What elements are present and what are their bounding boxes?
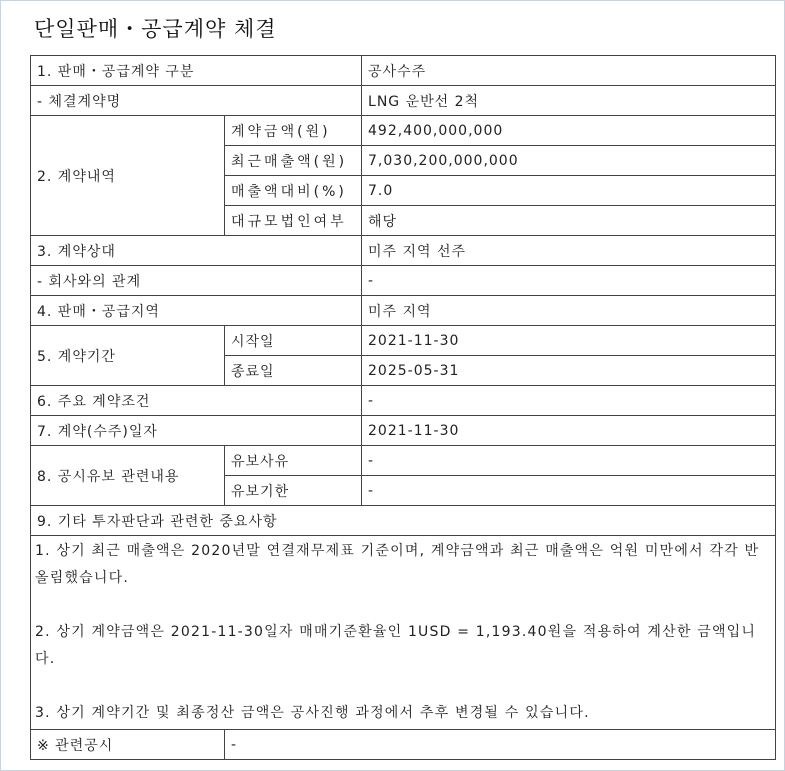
row-label: 3. 계약상대: [31, 236, 362, 266]
row-label: 8. 공시유보 관련내용: [31, 446, 225, 506]
row-label: 7. 계약(수주)일자: [31, 416, 362, 446]
row-label: 1. 판매・공급계약 구분: [31, 56, 362, 86]
sub-label: 계약금액(원): [225, 116, 362, 146]
row-value: 해당: [362, 206, 776, 236]
row-value: 공사수주: [362, 56, 776, 86]
sub-label: 유보사유: [225, 446, 362, 476]
table-row: [31, 116, 776, 146]
row-value: -: [362, 476, 776, 506]
table-row: [31, 266, 776, 296]
row-value: 2021-11-30: [362, 326, 776, 356]
row-value: -: [362, 266, 776, 296]
row-value: 미주 지역: [362, 296, 776, 326]
sub-label: 시작일: [225, 326, 362, 356]
table-row: [31, 86, 776, 116]
row-label: 6. 주요 계약조건: [31, 386, 362, 416]
table-row: [31, 416, 776, 446]
row-label: 9. 기타 투자판단과 관련한 중요사항: [31, 506, 776, 536]
table-row: [31, 386, 776, 416]
note-2: 2. 상기 계약금액은 2021-11-30일자 매매기준환율인 1USD = 1,193.40원을 적용하여 계산한 금액입니다.: [35, 624, 757, 667]
row-value: 2025-05-31: [362, 356, 776, 386]
row-value: LNG 운반선 2척: [362, 86, 776, 116]
table-row: [31, 236, 776, 266]
table-row: [31, 730, 776, 760]
row-value: -: [225, 730, 776, 760]
table-row: [31, 536, 776, 730]
row-label: - 체결계약명: [31, 86, 362, 116]
row-value: 492,400,000,000: [362, 116, 776, 146]
sub-label: 매출액대비(%): [225, 176, 362, 206]
table-row: [31, 446, 776, 476]
table-row: [31, 506, 776, 536]
page-title: 단일판매・공급계약 체결: [34, 17, 277, 41]
row-value: 7.0: [362, 176, 776, 206]
row-label: 2. 계약내역: [31, 116, 225, 236]
row-label: 5. 계약기간: [31, 326, 225, 386]
row-label: 4. 판매・공급지역: [31, 296, 362, 326]
note-1: 1. 상기 최근 매출액은 2020년말 연결재무제표 기준이며, 계약금액과 최근 매출액은 억원 미만에서 각각 반올림했습니다.: [35, 543, 760, 586]
row-value: 2021-11-30: [362, 416, 776, 446]
row-value: 미주 지역 선주: [362, 236, 776, 266]
table-row: [31, 326, 776, 356]
row-label: - 회사와의 관계: [31, 266, 362, 296]
notes-cell: [31, 536, 776, 730]
row-value: 7,030,200,000,000: [362, 146, 776, 176]
row-value: -: [362, 446, 776, 476]
sub-label: 종료일: [225, 356, 362, 386]
note-3: 3. 상기 계약기간 및 최종정산 금액은 공사진행 과정에서 추후 변경될 수 있습니다.: [35, 705, 590, 721]
row-value: -: [362, 386, 776, 416]
sub-label: 유보기한: [225, 476, 362, 506]
disclosure-table: [30, 55, 776, 760]
table-row: [31, 56, 776, 86]
sub-label: 대규모법인여부: [225, 206, 362, 236]
sub-label: 최근매출액(원): [225, 146, 362, 176]
table-row: [31, 296, 776, 326]
row-label: ※ 관련공시: [31, 730, 225, 760]
